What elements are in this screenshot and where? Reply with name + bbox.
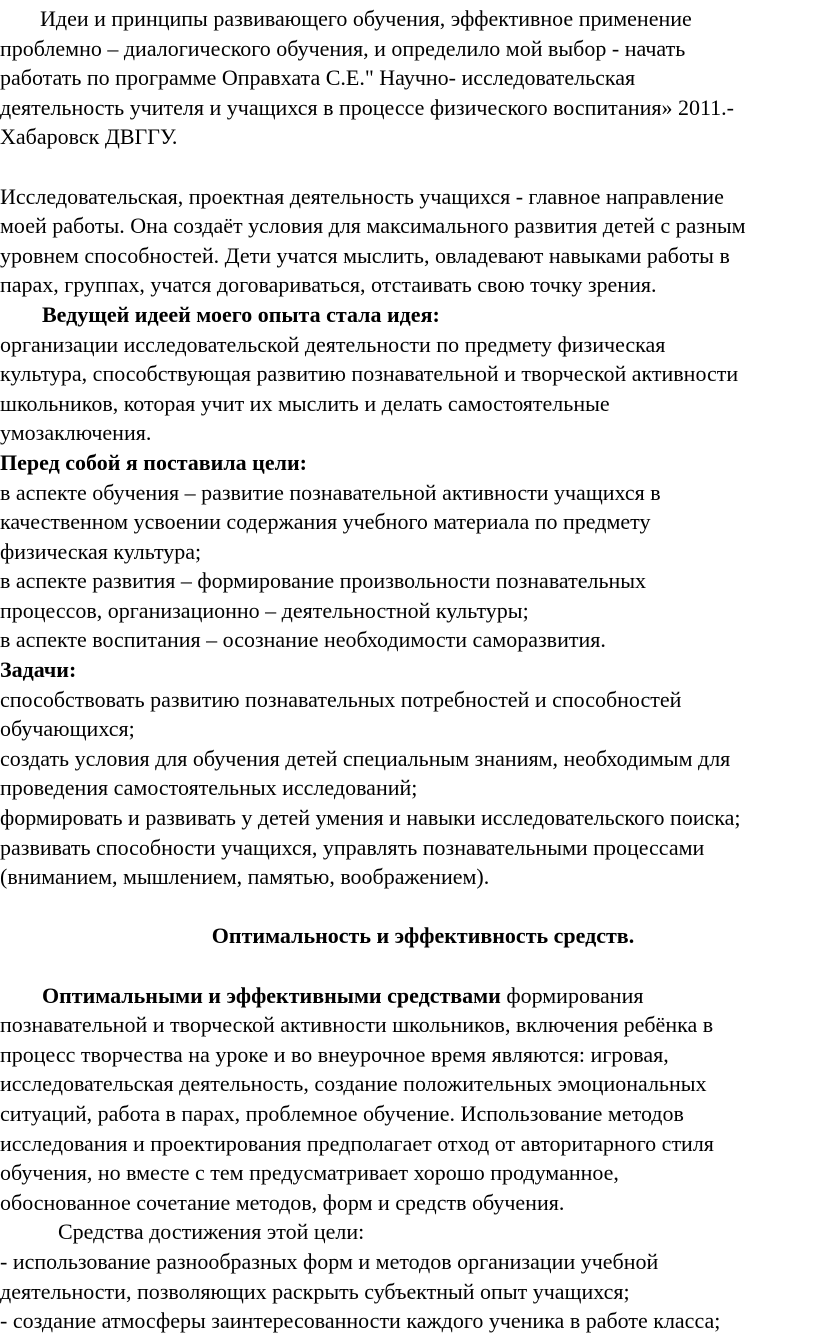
means-line: ситуаций, работа в парах, проблемное обучение. Использование методов xyxy=(0,1100,684,1126)
task-line: создать условия для обучения детей специальным знаниям, необходимым для xyxy=(0,745,731,771)
means-lead-rest: формирования xyxy=(500,982,644,1008)
paragraph-line: Хабаровск ДВГГУ. xyxy=(0,124,178,150)
blank-line xyxy=(0,892,816,922)
task-line: формировать и развивать у детей умения и навыки исследовательского поиска; xyxy=(0,805,741,831)
goal-line: в аспекте обучения – развитие познавательной активности учащихся в xyxy=(0,479,661,505)
goal-line: процессов, организационно – деятельностной культуры; xyxy=(0,597,529,623)
blank-line xyxy=(0,951,816,981)
idea-heading: Ведущей идеей моего опыта стала идея: xyxy=(42,301,440,327)
tools-line: - использование разнообразных форм и методов организации учебной xyxy=(0,1248,659,1274)
tools-line: - создание атмосферы заинтересованности каждого ученика в работе класса; xyxy=(0,1308,721,1334)
goal-line: качественном усвоении содержания учебного материала по предмету xyxy=(0,509,651,535)
tasks-heading: Задачи: xyxy=(0,657,77,683)
paragraph-line: проблемно – диалогического обучения, и определило мой выбор - начать xyxy=(0,35,686,61)
means-bold-lead: Оптимальными и эффективными средствами xyxy=(42,982,501,1008)
paragraph-line: деятельность учителя и учащихся в процессе физического воспитания» 2011.- xyxy=(0,94,734,120)
means-line: исследования и проектирования предполагает отход от авторитарного стиля xyxy=(0,1130,714,1156)
paragraph-line: Исследовательская, проектная деятельность учащихся - главное направление xyxy=(0,183,724,209)
paragraph-line: уровнем способностей. Дети учатся мыслить, овладевают навыками работы в xyxy=(0,242,730,268)
task-line: проведения самостоятельных исследований; xyxy=(0,775,418,801)
blank-line xyxy=(0,152,816,182)
idea-line: школьников, которая учит их мыслить и делать самостоятельные xyxy=(0,390,610,416)
means-line: обучения, но вместе с тем предусматривает хорошо продуманное, xyxy=(0,1160,619,1186)
idea-line: умозаключения. xyxy=(0,420,152,446)
section-title: Оптимальность и эффективность средств. xyxy=(211,923,635,949)
paragraph-line: моей работы. Она создаёт условия для максимального развития детей с разным xyxy=(0,213,746,239)
means-line: обоснованное сочетание методов, форм и средств обучения. xyxy=(0,1189,565,1215)
means-first-line xyxy=(0,981,816,1011)
tools-intro: Средства достижения этой цели: xyxy=(58,1219,365,1245)
tools-line: деятельности, позволяющих раскрыть субъектный опыт учащихся; xyxy=(0,1278,630,1304)
goals-heading: Перед собой я поставила цели: xyxy=(0,449,307,475)
task-line: обучающихся; xyxy=(0,716,135,742)
goal-line: в аспекте воспитания – осознание необходимости саморазвития. xyxy=(0,627,606,653)
means-line: процесс творчества на уроке и во внеурочное время являются: игровая, xyxy=(0,1041,669,1067)
idea-line: культура, способствующая развитию познавательной и творческой активности xyxy=(0,361,739,387)
task-line: способствовать развитию познавательных потребностей и способностей xyxy=(0,686,682,712)
task-line: развивать способности учащихся, управлять познавательными процессами xyxy=(0,834,705,860)
goal-line: физическая культура; xyxy=(0,538,202,564)
means-line: исследовательская деятельность, создание положительных эмоциональных xyxy=(0,1071,707,1097)
paragraph-line: парах, группах, учатся договариваться, отстаивать свою точку зрения. xyxy=(0,272,657,298)
paragraph-line: работать по программе Оправхата С.Е." Научно- исследовательская xyxy=(0,65,636,91)
idea-line: организации исследовательской деятельности по предмету физическая xyxy=(0,331,666,357)
means-line: познавательной и творческой активности школьников, включения ребёнка в xyxy=(0,1012,714,1038)
paragraph-line: Идеи и принципы развивающего обучения, эффективное применение xyxy=(40,6,692,31)
task-line: (вниманием, мышлением, памятью, воображением). xyxy=(0,864,490,890)
goal-line: в аспекте развития – формирование произвольности познавательных xyxy=(0,568,647,594)
